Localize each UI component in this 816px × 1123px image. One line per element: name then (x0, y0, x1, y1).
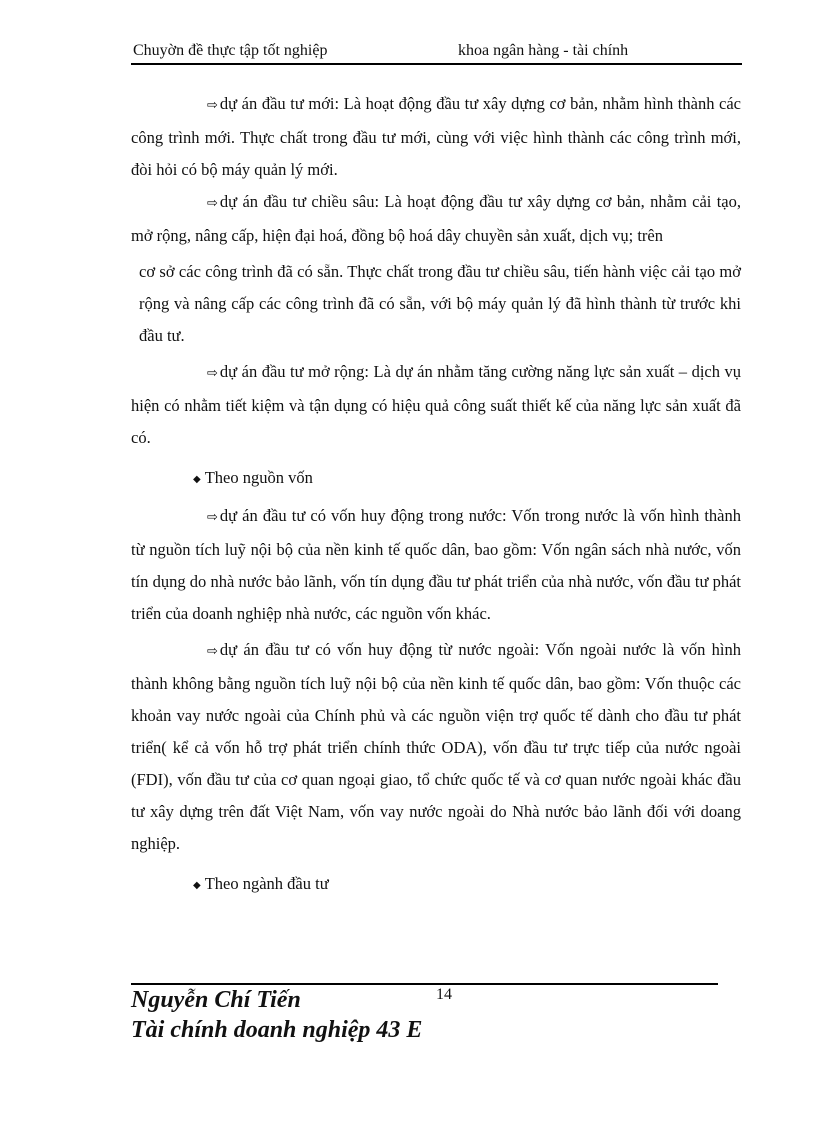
document-body (131, 88, 741, 906)
bullet-capital-source (193, 462, 741, 496)
bullet-text: Theo nguồn vốn (204, 468, 313, 487)
paragraph-foreign-capital (131, 634, 741, 860)
header-right-text: khoa ngân hàng - tài chính (458, 42, 629, 59)
arrow-icon: ⇨ (207, 196, 218, 211)
bullet-text: Theo ngành đầu tư (204, 874, 329, 893)
paragraph-expansion-investment (131, 356, 741, 454)
arrow-icon: ⇨ (207, 510, 218, 525)
footer-author: Nguyễn Chí Tiến (131, 987, 301, 1013)
arrow-icon: ⇨ (207, 644, 218, 659)
paragraph-domestic-capital (131, 500, 741, 630)
footer-class-name: Tài chính doanh nghiệp 43 E (131, 1017, 423, 1043)
paragraph-text: dự án đầu tư có vốn huy động từ nước ngoài: Vốn ngoài nước là vốn hình thành không bằng nguồn tích luỹ nội bộ của nền kinh tế quốc dân, bao gồm: Vốn thuộc các khoản vay nước ngoài của Chính phủ và các nguồn viện trợ quốc tế dành cho đầu tư phát triển( kể cả vốn hỗ trợ phát triển chính thức ODA), vốn đầu tư trực tiếp của nước ngoài (FDI), vốn đầu tư của cơ quan ngoại giao, tổ chức quốc tế và cơ quan nước ngoài khác đầu tư xây dựng trên đất Việt Nam, vốn vay nước ngoài do Nhà nước bảo lãnh đối với doang nghiệp. (131, 640, 741, 853)
header-left-text: Chuyờn đề thực tập tốt nghiệp (133, 42, 328, 59)
paragraph-text: cơ sở các công trình đã có sẵn. Thực chất trong đầu tư chiều sâu, tiến hành việc cải tạo mở rộng và nâng cấp các công trình đã có sẵn, với bộ máy quản lý đã hình thành từ trước khi đầu tư. (139, 262, 741, 345)
paragraph-text: dự án đầu tư mở rộng: Là dự án nhằm tăng cường năng lực sản xuất – dịch vụ hiện có nhằm tiết kiệm và tận dụng có hiệu quả công suất thiết kế của năng lực sản xuất đã có. (131, 362, 741, 447)
paragraph-deep-investment-continued (131, 256, 741, 352)
paragraph-text: dự án đầu tư chiều sâu: Là hoạt động đầu tư xây dựng cơ bản, nhằm cải tạo, mở rộng, nâng cấp, hiện đại hoá, đồng bộ hoá dây chuyền sản xuất, dịch vụ; trên (131, 192, 741, 245)
header-divider (131, 63, 742, 65)
paragraph-deep-investment (131, 186, 741, 252)
footer-divider (131, 983, 718, 985)
diamond-bullet-icon: ◆ (193, 474, 201, 485)
bullet-investment-sector (193, 868, 741, 902)
page-number: 14 (436, 986, 452, 1003)
page-header (131, 42, 742, 64)
arrow-icon: ⇨ (207, 366, 218, 381)
diamond-bullet-icon: ◆ (193, 880, 201, 891)
arrow-icon: ⇨ (207, 98, 218, 113)
paragraph-new-investment (131, 88, 741, 186)
paragraph-text: dự án đầu tư mới: Là hoạt động đầu tư xây dựng cơ bản, nhằm hình thành các công trình mới. Thực chất trong đầu tư mới, cùng với việc hình thành các công trình mới, đòi hỏi có bộ máy quản lý mới. (131, 94, 741, 179)
paragraph-text: dự án đầu tư có vốn huy động trong nước: Vốn trong nước là vốn hình thành từ nguồn tích luỹ nội bộ của nền kinh tế quốc dân, bao gồm: Vốn ngân sách nhà nước, vốn tín dụng do nhà nước bảo lãnh, vốn tín dụng đầu tư phát triển của nhà nước, vốn đầu tư phát triển của doanh nghiệp nhà nước, các nguồn vốn khác. (131, 506, 741, 623)
